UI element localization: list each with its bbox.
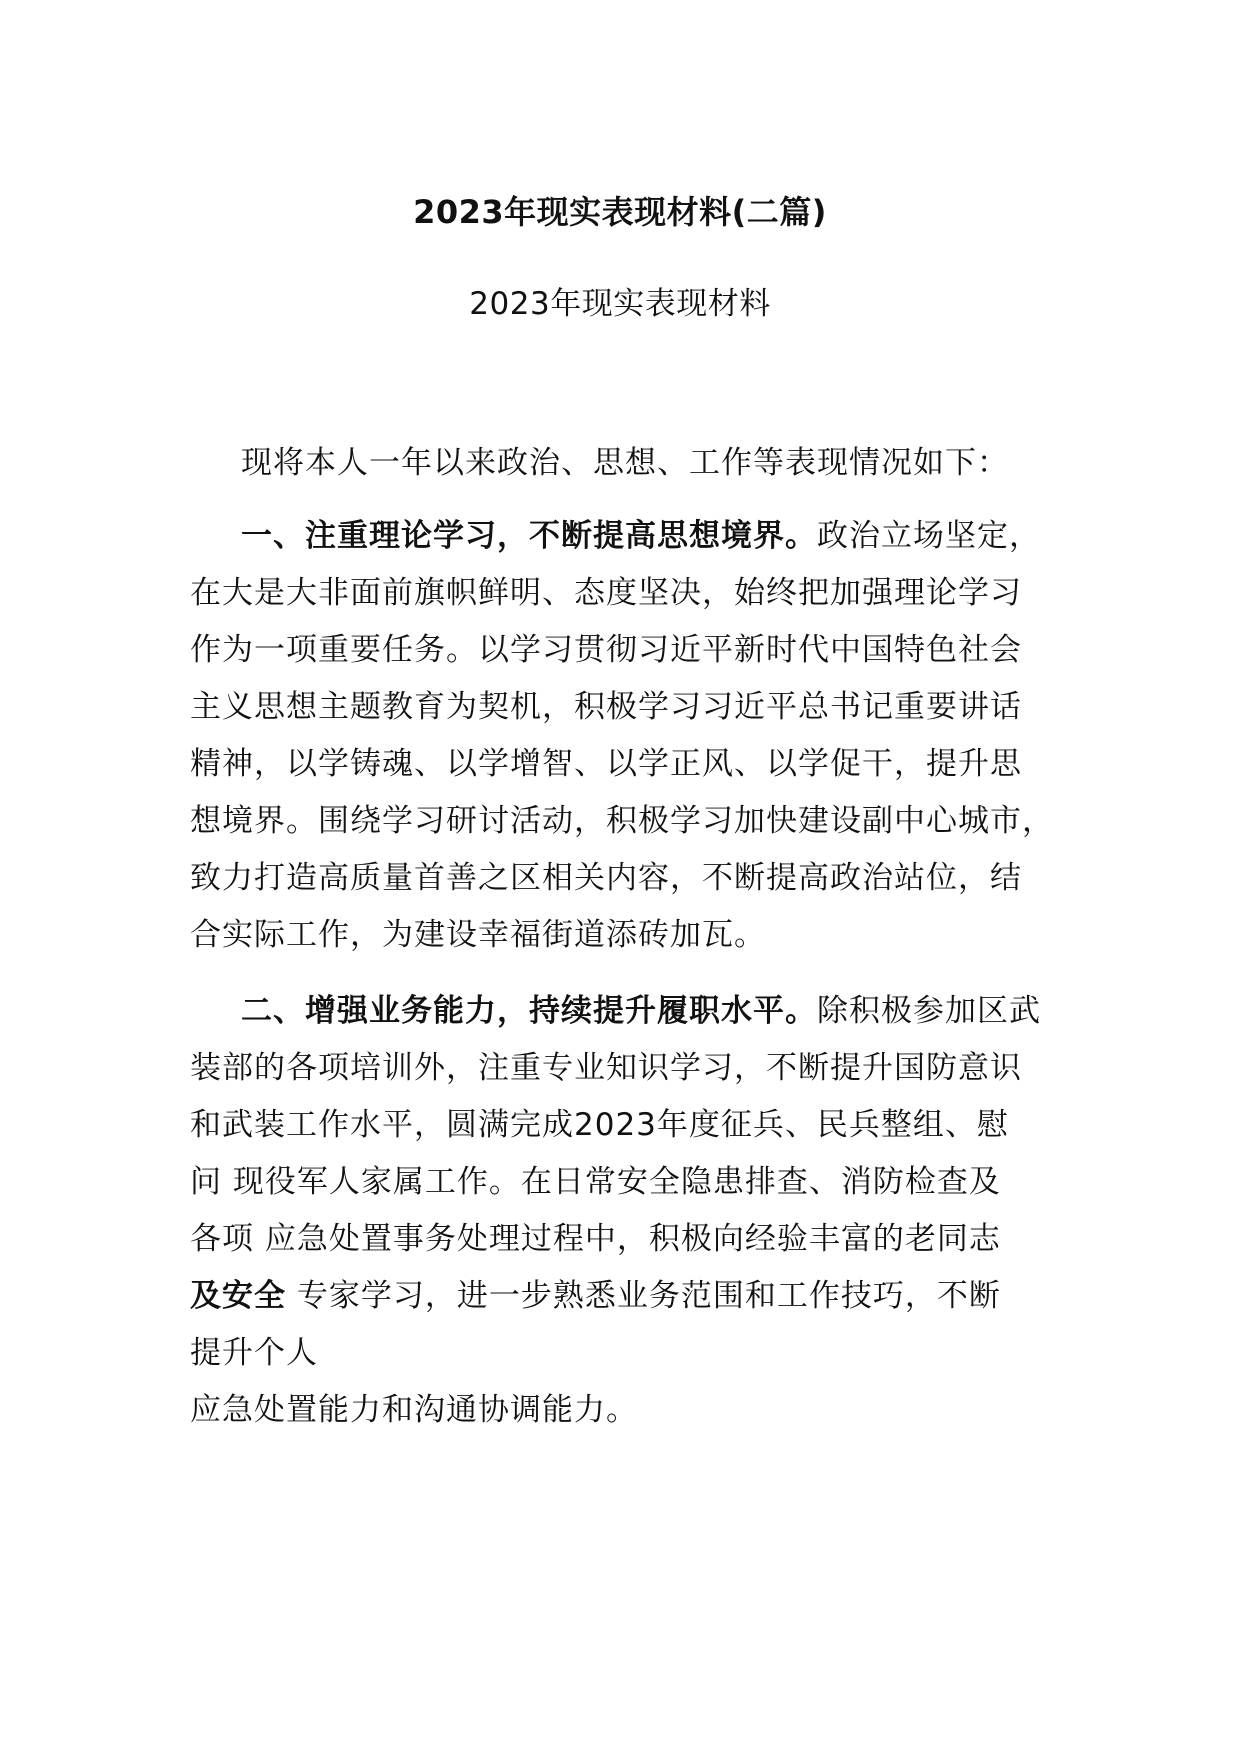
section2-line-8: 应急处置能力和沟通协调能力。 [190,1392,638,1428]
section2-line-1-text: 除积极参加区武 [817,993,1041,1029]
section1-line-7: 致力打造高质量首善之区相关内容，不断提高政治站位，结 [190,860,1022,896]
section1-line-3: 作为一项重要任务。以学习贯彻习近平新时代中国特色社会 [190,632,1022,668]
intro-paragraph: 现将本人一年以来政治、思想、工作等表现情况如下： [241,445,1009,481]
section2-line-4: 问 现役军人家属工作。在日常安全隐患排查、消防检查及 [190,1164,1001,1200]
section2-line-3: 和武装工作水平，圆满完成2023年度征兵、民兵整组、慰 [190,1107,1009,1143]
section1-line-8: 合实际工作，为建设幸福街道添砖加瓦。 [190,917,766,953]
section1-line-6: 想境界。围绕学习研讨活动，积极学习加快建设副中心城市， [190,803,1054,839]
section1-line-5: 精神，以学铸魂、以学增智、以学正风、以学促干，提升思 [190,746,1022,782]
section2-line-7: 提升个人 [190,1335,318,1371]
section2-line-5: 各项 应急处置事务处理过程中，积极向经验丰富的老同志 [190,1221,1001,1257]
section2-line-1 [241,989,1061,1033]
section1-line-2: 在大是大非面前旗帜鲜明、态度坚决，始终把加强理论学习 [190,575,1022,611]
section1-heading: 一、注重理论学习，不断提高思想境界。 [241,518,817,554]
section1-line-4: 主义思想主题教育为契机，积极学习习近平总书记重要讲话 [190,689,1022,725]
document-subtitle: 2023年现实表现材料 [469,286,771,322]
section2-line-6 [190,1274,1060,1318]
section1-line-1-text: 政治立场坚定， [817,518,1041,554]
document-title: 2023年现实表现材料(二篇) [413,193,827,231]
section2-line-6-bold: 及安全 [190,1278,286,1314]
section1-line-1 [241,514,1061,558]
section2-line-2: 装部的各项培训外，注重专业知识学习，不断提升国防意识 [190,1050,1022,1086]
section2-line-6-text: 专家学习，进一步熟悉业务范围和工作技巧，不断 [286,1278,1001,1314]
section2-heading: 二、增强业务能力，持续提升履职水平。 [241,993,817,1029]
